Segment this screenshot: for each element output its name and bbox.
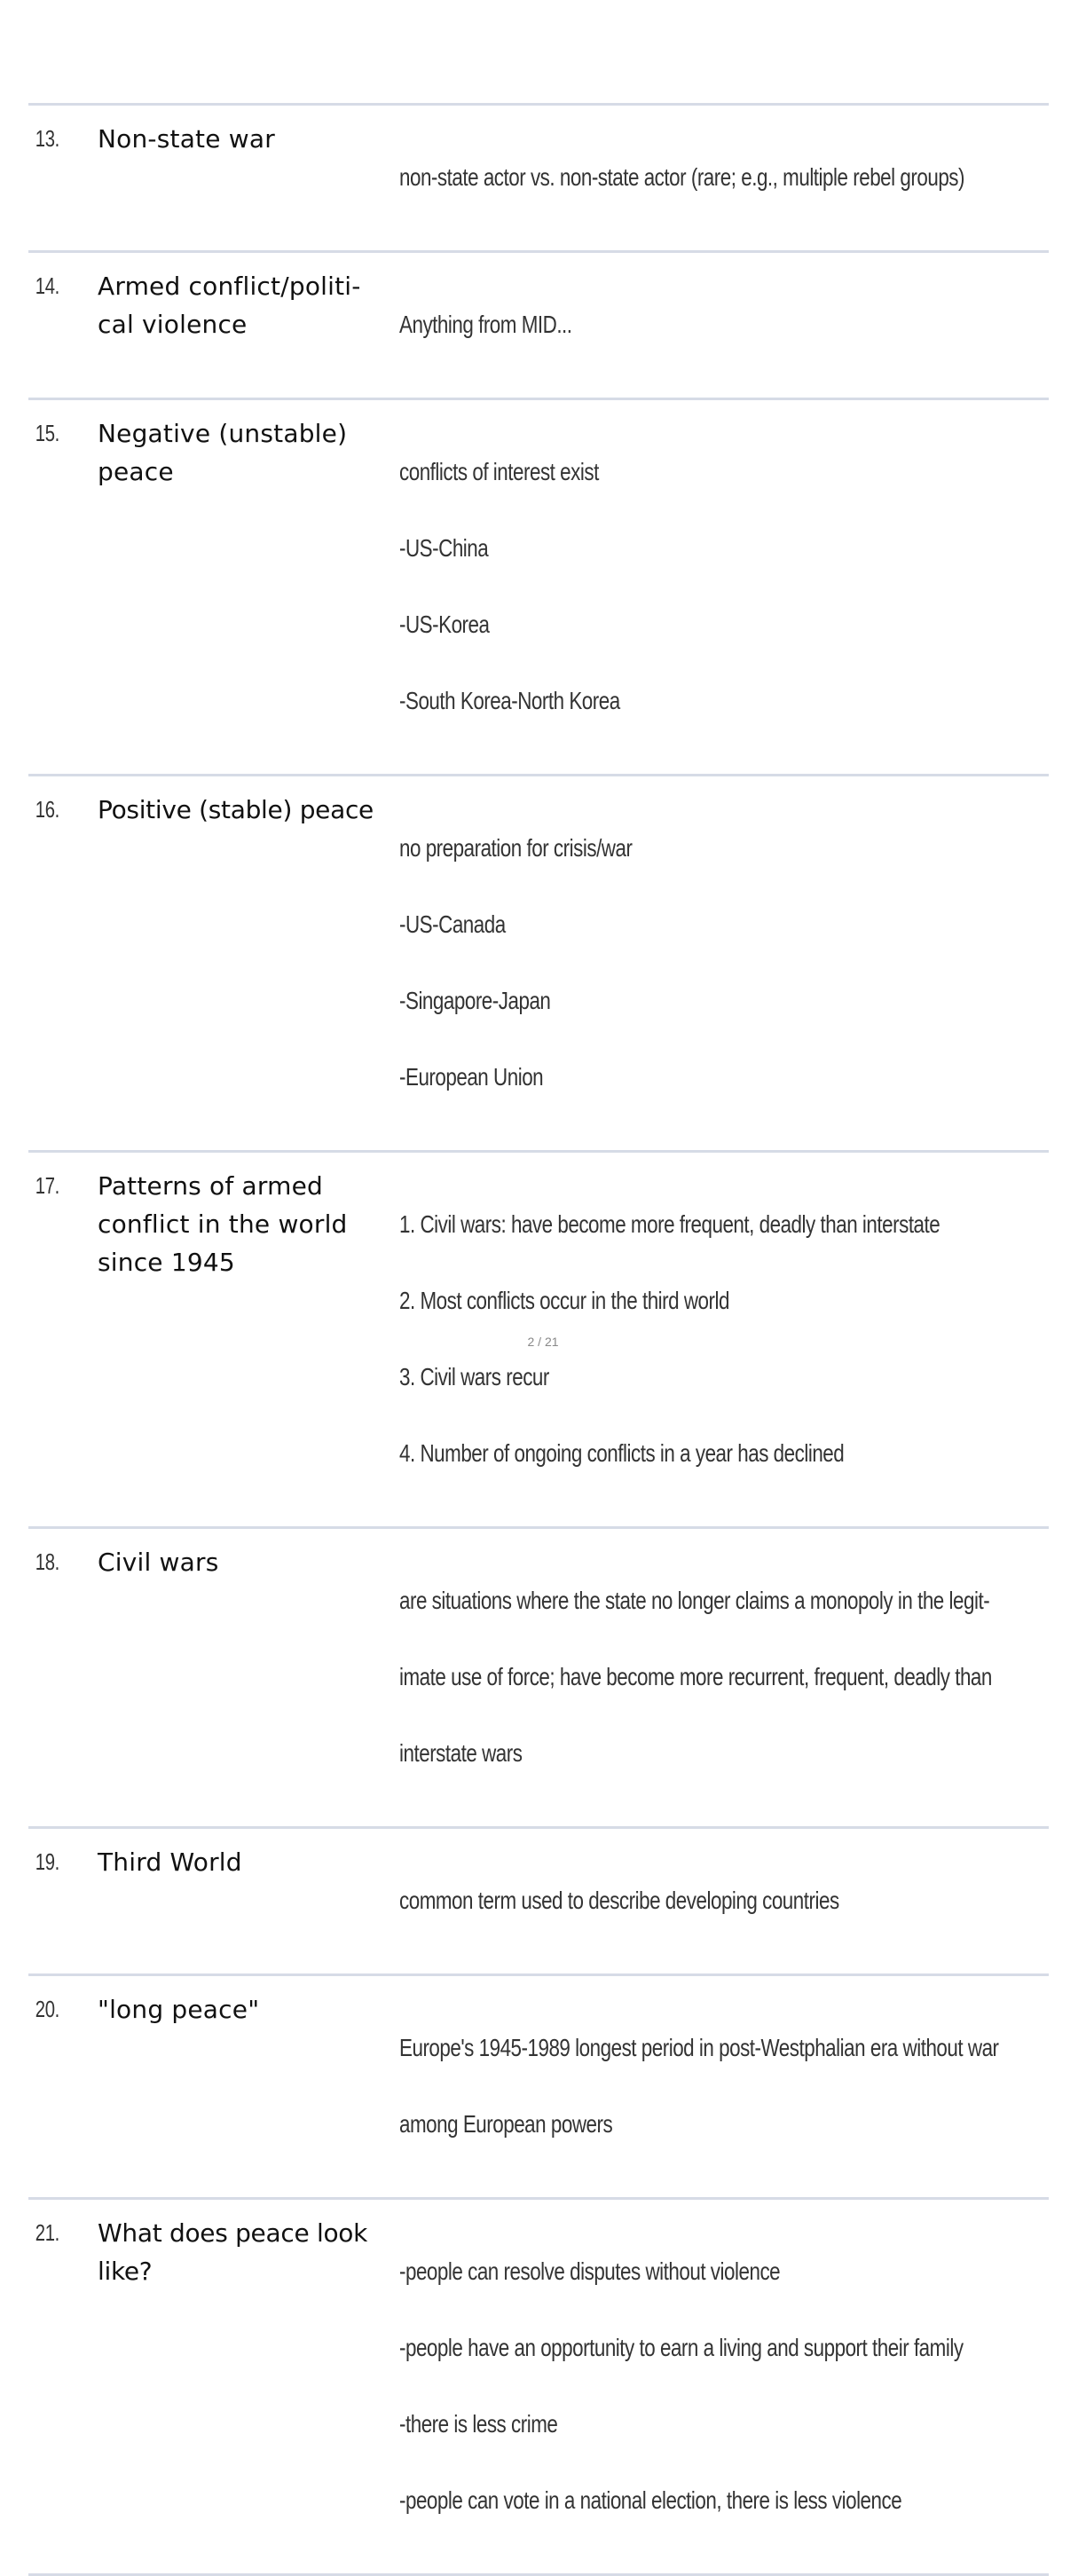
entry-definition [399, 791, 1049, 1134]
entry-definition [399, 2214, 1086, 2557]
definition-line: 3. Civil wars recur [399, 1363, 549, 1390]
table-row [28, 400, 1049, 776]
table-row [28, 253, 1049, 400]
definition-line: common term used to describe developing countries [399, 1887, 839, 1914]
entry-number: 19. [35, 1848, 59, 1875]
definition-line: are situations where the state no longer claims a monopoly in the legit- [399, 1587, 990, 1614]
definition-line: non-state actor vs. non-state actor (rare; e.g., multiple rebel groups) [399, 163, 964, 191]
definition-line: -people can resolve disputes without violence [399, 2257, 781, 2285]
entry-definition [399, 1543, 1086, 1810]
entry-term: Negative (unstable) peace [98, 419, 348, 486]
entry-number: 14. [35, 272, 59, 299]
entry-number: 18. [35, 1548, 59, 1575]
definition-line: 4. Number of ongoing conflicts in a year has declined [399, 1439, 845, 1467]
definition-line: interstate wars [399, 1739, 523, 1767]
definition-line: 2. Most conflicts occur in the third world [399, 1287, 729, 1314]
entry-number: 15. [35, 420, 59, 446]
entry-definition [399, 414, 1049, 758]
definition-line: -South Korea-North Korea [399, 687, 620, 714]
definition-line: -US-China [399, 534, 489, 562]
entry-number: 16. [35, 796, 59, 823]
definition-line: -European Union [399, 1063, 544, 1091]
entry-term: What does peace look like? [98, 2218, 368, 2286]
entry-definition [399, 267, 1049, 382]
definition-line: -US-Canada [399, 910, 506, 938]
table-row [28, 1976, 1049, 2200]
entry-number: 20. [35, 1996, 59, 2022]
table-row [28, 2200, 1049, 2576]
definition-line: -people have an opportunity to earn a living and support their family [399, 2334, 964, 2361]
definition-line: 1. Civil wars: have become more frequent, deadly than interstate [399, 1210, 940, 1238]
definition-line: no preparation for crisis/war [399, 834, 633, 862]
table-row [28, 776, 1049, 1153]
entry-definition [399, 1990, 1086, 2181]
entry-definition [399, 120, 1086, 234]
entry-term: Non-state war [98, 124, 275, 154]
definition-line: Europe's 1945-1989 longest period in post-Westphalian era without war [399, 2034, 999, 2061]
definition-line: -people can vote in a national election, there is less violence [399, 2486, 902, 2514]
entry-term: "long peace" [98, 1995, 260, 2024]
definition-line: -US-Korea [399, 611, 490, 638]
entry-term: Armed conflict/politi-cal violence [98, 272, 361, 339]
entry-term: Third World [98, 1847, 242, 1877]
entry-definition [399, 1843, 1049, 1958]
entry-number: 17. [35, 1172, 59, 1199]
definition-line: Anything from MID... [399, 311, 572, 338]
table-row [28, 106, 1049, 253]
definition-line: among European powers [399, 2110, 613, 2138]
definition-line: -Singapore-Japan [399, 987, 551, 1014]
entry-term: Patterns of armed conflict in the world since 1945 [98, 1171, 348, 1277]
definition-line: -there is less crime [399, 2410, 558, 2438]
entry-number: 21. [35, 2219, 59, 2246]
definition-line: imate use of force; have become more recurrent, frequent, deadly than [399, 1663, 992, 1690]
table-row [28, 1529, 1049, 1829]
entry-number: 13. [35, 125, 59, 152]
entry-term: Positive (stable) peace [98, 795, 374, 824]
entry-term: Civil wars [98, 1548, 219, 1577]
page-number: 2 / 21 [527, 1335, 559, 1349]
table-row [28, 1829, 1049, 1976]
definition-line: conflicts of interest exist [399, 458, 599, 485]
